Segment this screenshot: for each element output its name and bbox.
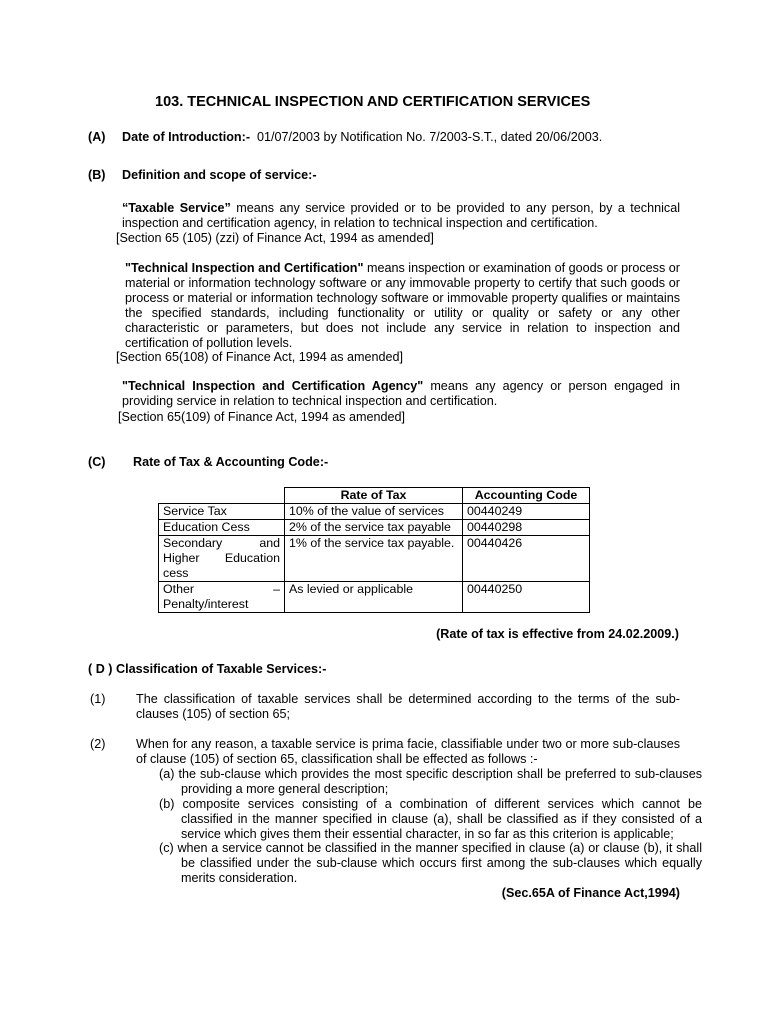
section-b-marker: (B) [88, 168, 106, 182]
classification-item-1: The classification of taxable services shall be determined according to the terms of the sub-clauses (105) of section 65; [136, 692, 680, 721]
definition-term: "Technical Inspection and Certification Agency" [122, 379, 424, 393]
classification-item-2: When for any reason, a taxable service is prima facie, classifiable under two or more sub-clauses of clause (105) of section 65, classification shall be effected as follows :- [136, 737, 680, 766]
section-c-heading: Rate of Tax & Accounting Code:- [133, 455, 329, 469]
table-header-row [159, 488, 590, 504]
definition-text: means any agency or person engaged in providing service in relation to technical inspection and certification. [122, 379, 680, 408]
page-title: 103. TECHNICAL INSPECTION AND CERTIFICATION SERVICES [155, 94, 591, 110]
section-b-heading: Definition and scope of service:- [122, 168, 317, 182]
definition-taxable-service [122, 201, 680, 231]
definition-text: means any service provided or to be provided to any person, by a technical inspection and certification agency, in relation to technical inspection and certification. [122, 201, 680, 230]
table-cell: Service Tax [159, 504, 285, 520]
section-a-marker: (A) [88, 130, 106, 144]
section-d-heading: ( D ) Classification of Taxable Services:- [88, 662, 327, 676]
table-cell: Secondary and Higher Education cess [159, 536, 285, 582]
table-cell: 10% of the value of services [285, 504, 463, 520]
item-number: (2) [90, 737, 106, 751]
definition-tic [125, 261, 680, 351]
table-row [159, 536, 590, 582]
definition-reference: [Section 65 (105) (zzi) of Finance Act, 1994 as amended] [116, 231, 434, 245]
table-cell: As levied or applicable [285, 582, 463, 613]
definition-term: "Technical Inspection and Certification" [125, 261, 364, 275]
section-c-marker: (C) [88, 455, 106, 469]
definition-text: means inspection or examination of goods or process or material or information technology software or any immovable property to certify that such goods or process or material or information technology software or immovable property qualifies or maintains the specified standards, including functionality or utility or quality or safety or any other characteristic or parameters, but does not include any service in relation to inspection and certification of pollution levels. [125, 261, 680, 350]
section-a-text: 01/07/2003 by Notification No. 7/2003-S.T., dated 20/06/2003. [257, 130, 603, 144]
sub-clause-c: (c) when a service cannot be classified in the manner specified in clause (a) or clause (b), it shall be classified under the sub-clause which occurs first among the sub-clauses which equally merits consideration. [159, 841, 702, 885]
definition-reference: [Section 65(109) of Finance Act, 1994 as amended] [118, 410, 406, 424]
definition-term: “Taxable Service” [122, 201, 231, 215]
table-cell: 00440249 [463, 504, 590, 520]
item-number: (1) [90, 692, 106, 706]
table-cell: 2% of the service tax payable [285, 520, 463, 536]
table-cell: 00440298 [463, 520, 590, 536]
table-header-cell: Rate of Tax [285, 488, 463, 504]
table-header-cell: Accounting Code [463, 488, 590, 504]
table-cell: Other – Penalty/interest [159, 582, 285, 613]
definition-reference: [Section 65(108) of Finance Act, 1994 as amended] [116, 350, 404, 364]
section-a-heading: Date of Introduction:- [122, 130, 251, 144]
table-cell: 1% of the service tax payable. [285, 536, 463, 582]
tax-rate-table [158, 487, 590, 613]
sub-clause-a: (a) the sub-clause which provides the most specific description shall be preferred to sub-clauses providing a more general description; [159, 767, 702, 796]
table-cell: 00440250 [463, 582, 590, 613]
section-a-line [122, 130, 602, 144]
table-row [159, 520, 590, 536]
table-header-cell [159, 488, 285, 504]
source-citation: (Sec.65A of Finance Act,1994) [501, 886, 680, 900]
rate-effective-note: (Rate of tax is effective from 24.02.2009.) [436, 627, 679, 641]
table-row [159, 504, 590, 520]
table-cell: Education Cess [159, 520, 285, 536]
definition-tic-agency [122, 379, 680, 409]
table-cell: 00440426 [463, 536, 590, 582]
table-row [159, 582, 590, 613]
sub-clause-b: (b) composite services consisting of a combination of different services which cannot be classified in the manner specified in clause (a), shall be classified as if they consisted of a service which gives them their essential character, in so far as this criterion is applicable; [159, 797, 702, 841]
